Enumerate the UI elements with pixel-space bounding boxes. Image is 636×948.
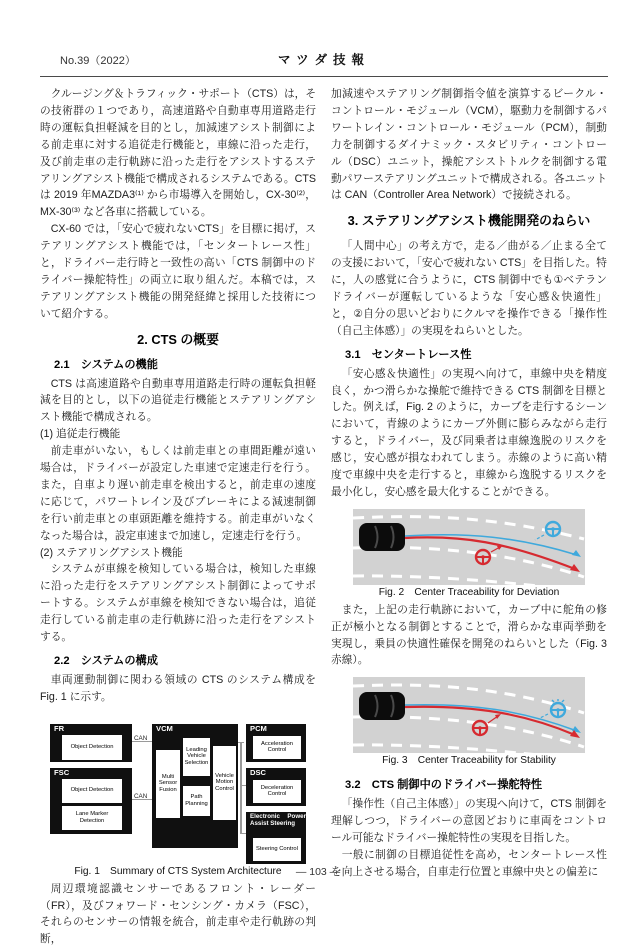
fsc-lane-marker-box: Lane Marker Detection — [62, 806, 122, 830]
pcm-unit-label: PCM — [250, 723, 267, 733]
pcm-unit-block — [246, 724, 306, 762]
paragraph-human-centric: 「人間中心」の考え方で，走る／曲がる／止まる全ての支援において，「安心で疲れない CTS」を目指した。特に，人の感覚に合うように，CTS 制御中でも①ベテランドライバーが運転しているような「安心感＆快適性」と，②自分の思いどおりにクルマを操作できる「操作性（自己主体感）」の実現をねらいとした。 — [331, 240, 607, 337]
two-column-body — [40, 86, 608, 948]
can-label-2: CAN — [134, 792, 148, 800]
left-column — [40, 86, 316, 948]
dsc-deceleration-control-box: Deceleration Control — [253, 780, 301, 803]
paragraph-cx60-goal: CX-60 では，「安心で疲れないCTS」を目標に掲げ，ステアリングアシスト機能では，「センタートレース性」と，ドライバー走行時と一致性の高い「CTS 制御中のドライバー操舵特性」の両立に取り組んだ。本稿では，ステアリングアシスト機能の開発経緯と採用した技術について紹介する。 — [40, 223, 316, 320]
eps-unit-block — [246, 812, 306, 864]
paragraph-following-function: 前走車がいない，もしくは前走車との車間距離が遠い場合は，ドライバーが設定した車速で定速走行を行う。また，自車より遅い前走車を検出すると，前走車の速度に応じて，パワートレイン及びブレーキによる減速制御を行い前走車との車頭距離を維持する。前走車がいなくなった場合は，設定車速まで加速し，定速走行を行う。 — [40, 445, 316, 542]
page-header — [40, 46, 608, 77]
fr-object-detection-box: Object Detection — [62, 735, 122, 760]
paragraph-center-trace: 「安心感＆快適性」の実現へ向けて，車線中央を精度良く，かつ滑らかな操舵で維持できる CTS 制御を目標とした。例えば，Fig. 2 のように，カーブを走行するシーンにおいて，青線のようにカーブ外側に膨らみながら走行すると，ドライバー，及び同乗者は車線逸脱のリスクを感じ，安心感が損なわれてしまう。赤線のように高い精度で車線中央を走行すると，車線から逸脱するリスクを最小化し，安心感を最大化することができる。 — [331, 367, 607, 498]
pcm-acceleration-control-box: Acceleration Control — [253, 736, 301, 759]
fsc-unit-block — [50, 768, 132, 834]
fsc-unit-label: FSC — [54, 767, 70, 777]
subsection-heading-2-2: 2.2 システムの構成 — [54, 655, 158, 667]
figure-3-road-graphic — [353, 677, 585, 753]
paragraph-system-functions: CTS は高速道路や自動車専用道路走行時の運転負担軽減を目的とし，以下の追従走行機能とステアリングアシスト機能で構成される。 — [40, 377, 316, 424]
fr-unit-label: FR — [54, 723, 65, 733]
paragraph-steering-assist: システムが車線を検知している場合は，検知した車線に沿った走行をステアリングアシスト制御によってサポートする。システムが車線を検知できない場合は，追従走行している前走車の走行軌跡に沿った走行をアシストする。 — [40, 563, 316, 644]
figure-2-road-graphic — [353, 509, 585, 585]
connector-bus-vertical — [240, 742, 242, 834]
journal-title: マツダ技報 — [277, 53, 370, 67]
fsc-object-detection-box: Object Detection — [62, 779, 122, 803]
section-heading-3: 3. ステアリングアシスト機能開発のねらい — [347, 213, 591, 229]
vcm-unit-label: VCM — [156, 723, 173, 733]
subsection-heading-2-1: 2.1 システムの機能 — [54, 358, 158, 371]
fr-unit-block — [50, 724, 132, 762]
paragraph-target-following: 一般に制御の目標追従性を高め，センタートレース性を向上させる場合，自車走行位置と車線中央との偏差に — [331, 848, 607, 878]
paragraph-modules: 加減速やステアリング制御指令値を演算するビークル・コントロール・モジュール（VCM），駆動力を制御するパワートレイン・コントロール・モジュール（PCM），制動力を制御するダイナミック・スタビリティ・コントロール（DSC）ユニット，操舵アシストトルクを制御する電動パワーステアリングユニットで構成される。各ユニットは CAN（Controller Area Network）で接続される。 — [331, 88, 607, 202]
right-column — [331, 86, 607, 948]
paragraph-system-config: 車両運動制御に関わる領域の CTS のシステム構成を Fig. 1 に示す。 — [40, 673, 316, 703]
vcm-vehicle-motion-control-box: Vehicle Motion Control — [213, 746, 236, 820]
eps-steering-control-box: Steering Control — [253, 838, 301, 861]
list-item-steering-assist: (2) ステアリングアシスト機能 — [40, 546, 183, 559]
section-heading-2: 2. CTS の概要 — [137, 331, 219, 347]
paragraph-sensors: 周辺環境認識センサーであるフロント・レーダー（FR），及びフォワード・センシング・カメラ（FSC），それらのセンサーの情報を統合，前走車や走行軌跡の判断， — [40, 882, 316, 946]
subsection-heading-3-2: 3.2 CTS 制御中のドライバー操舵特性 — [345, 779, 543, 792]
dsc-unit-block — [246, 768, 306, 806]
figure-2-caption: Fig. 2 Center Traceability for Deviation — [378, 586, 560, 598]
issue-number: No.39（2022） — [60, 55, 136, 67]
vcm-multi-sensor-fusion-box: Multi Sensor Fusion — [156, 750, 180, 818]
figure-1-caption: Fig. 1 Summary of CTS System Architecture — [74, 865, 282, 877]
vcm-unit-block — [152, 724, 238, 848]
car-icon — [359, 692, 405, 720]
vcm-leading-vehicle-selection-box: Leading Vehicle Selection — [183, 738, 210, 776]
paragraph-cts-intro: クルージング＆トラフィック・サポート（CTS）は，その技術群の１つであり，高速道路や自動車専用道路走行時の運転負担軽減を目的とし，加減速アシスト制御による前走車に対する追従走行機能と，車線に沿った走行，及び前走車の走行軌跡に沿った走行をアシストするステアリングアシスト機能で構成されるシステムである。CTS は 2019 年MAZDA3⁽¹⁾ から市場導入を開始し，CX-30⁽²⁾，MX-30⁽³⁾ など各車に搭載している。 — [40, 88, 317, 219]
paragraph-driver-steering: 「操作性（自己主体感）」の実現へ向けて，CTS 制御を理解しつつ，ドライバーの意図どおりに車両をコントロール可能なドライバー操舵特性の実現を目指した。 — [331, 798, 607, 844]
can-label-1: CAN — [134, 734, 148, 742]
vcm-path-planning-box: Path Planning — [183, 786, 210, 816]
paragraph-smooth-behavior: また，上記の走行軌跡において，カーブ中に舵角の修正が極小となる制御とすることで，滑らかな車両挙動を実現し，乗員の快適性確保を開発のねらいとした（Fig. 3 赤線）。 — [331, 603, 607, 667]
eps-unit-label: Electronic Power Assist Steering — [250, 812, 306, 827]
figure-1-architecture-diagram — [50, 716, 306, 864]
list-item-following-function: (1) 追従走行機能 — [40, 428, 121, 441]
figure-3-caption: Fig. 3 Center Traceability for Stability — [382, 755, 556, 767]
page-number: ― 103 ― — [295, 866, 341, 878]
dsc-unit-label: DSC — [250, 767, 267, 777]
subsection-heading-3-1: 3.1 センタートレース性 — [345, 348, 472, 361]
car-icon — [359, 523, 405, 551]
